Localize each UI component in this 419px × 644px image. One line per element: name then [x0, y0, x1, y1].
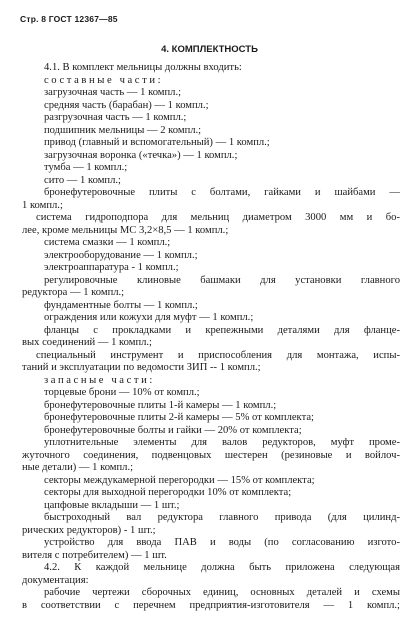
list-item: загрузочная часть — 1 компл.; [44, 87, 182, 98]
list-item: быстроходный вал редуктора главного привода (для цилинд- [44, 512, 400, 523]
list-item-continuation: вителя с потребителем) — 1 шт. [22, 549, 167, 561]
list-item-continuation: лее, кроме мельницы МС 3,2×8,5 — 1 компл.; [22, 224, 229, 236]
document-body [22, 62, 400, 612]
subheading-line: составные части: [44, 74, 164, 86]
list-item: специальный инструмент и приспособления для монтажа, испы- [36, 349, 400, 361]
subheading-line: запасные части: [44, 374, 155, 386]
list-item: секторы для выходной перегородки 10% от комплекта; [44, 487, 292, 498]
list-item-continuation: ные детали) — 1 компл.; [22, 462, 134, 473]
list-item: система гидроподпора для мельниц диаметром 3000 мм и бо- [36, 212, 400, 223]
list-item: тумба — 1 компл.; [44, 162, 128, 173]
list-item: торцевые брони — 10% от компл.; [44, 387, 200, 398]
list-item-continuation: жуточного соединения, подвенцовых шестерен (резиновые и войлоч- [22, 449, 400, 461]
list-item-continuation: таний и эксплуатации по ведомости ЗИП -- 1 компл.; [22, 362, 261, 373]
list-item-continuation: в соответствии с перечнем предприятия-изготовителя — 1 компл.; [22, 599, 400, 611]
list-item: электроаппаратура - 1 компл.; [44, 262, 179, 273]
list-item: сито — 1 компл.; [44, 174, 121, 186]
list-item: система смазки — 1 компл.; [44, 237, 171, 248]
list-item-continuation: вых соединений — 1 компл.; [22, 337, 152, 348]
list-item: рабочие чертежи сборочных единиц, основных деталей и схемы [44, 587, 400, 598]
list-item: ограждения или кожухи для муфт — 1 компл.; [44, 312, 254, 323]
list-item-continuation: рических редукторов) - 1 шт.; [22, 524, 156, 536]
paragraph-line: 4.2. К каждой мельнице должна быть приложена следующая [44, 562, 400, 573]
list-item: бронефутеровочные болты и гайки — 20% от комплекта; [44, 424, 302, 436]
list-item: фундаментные болты — 1 компл.; [44, 299, 198, 311]
list-item: секторы междукамерной перегородки — 15% от комплекта; [44, 474, 315, 486]
list-item: привод (главный и вспомогательный) — 1 компл.; [44, 137, 270, 148]
paragraph-continuation: документация: [22, 574, 89, 586]
list-item: средняя часть (барабан) — 1 компл.; [44, 99, 209, 111]
list-item: электрооборудование — 1 компл.; [44, 249, 198, 261]
list-item: бронефутеровочные плиты 1-й камеры — 1 компл.; [44, 399, 277, 411]
section-title: 4. КОМПЛЕКТНОСТЬ [161, 44, 258, 55]
list-item: устройство для ввода ПАВ и воды (по согласованию изгото- [44, 537, 400, 548]
list-item: бронефутеровочные плиты с болтами, гайками и шайбами — [44, 187, 400, 198]
list-item: загрузочная воронка («течка») — 1 компл.; [44, 149, 238, 161]
paragraph-line: 4.1. В комплект мельницы должны входить: [44, 62, 242, 73]
list-item-continuation: редуктора — 1 компл.; [22, 287, 125, 298]
list-item: цапфовые вкладыши — 1 шт.; [44, 499, 180, 511]
list-item: подшипник мельницы — 2 компл.; [44, 124, 202, 136]
list-item: бронефутеровочные плиты 2-й камеры — 5% от комплекта; [44, 412, 314, 423]
list-item: уплотнительные элементы для валов редукторов, муфт проме- [44, 437, 400, 448]
page-header: Стр. 8 ГОСТ 12367—85 [20, 14, 118, 24]
list-item: фланцы с прокладками и крепежными деталями для фланце- [44, 324, 400, 336]
list-item: регулировочные клиновые башмаки для установки главного [44, 274, 400, 286]
list-item: разгрузочная часть — 1 компл.; [44, 112, 187, 123]
list-item-continuation: 1 компл.; [22, 199, 63, 211]
